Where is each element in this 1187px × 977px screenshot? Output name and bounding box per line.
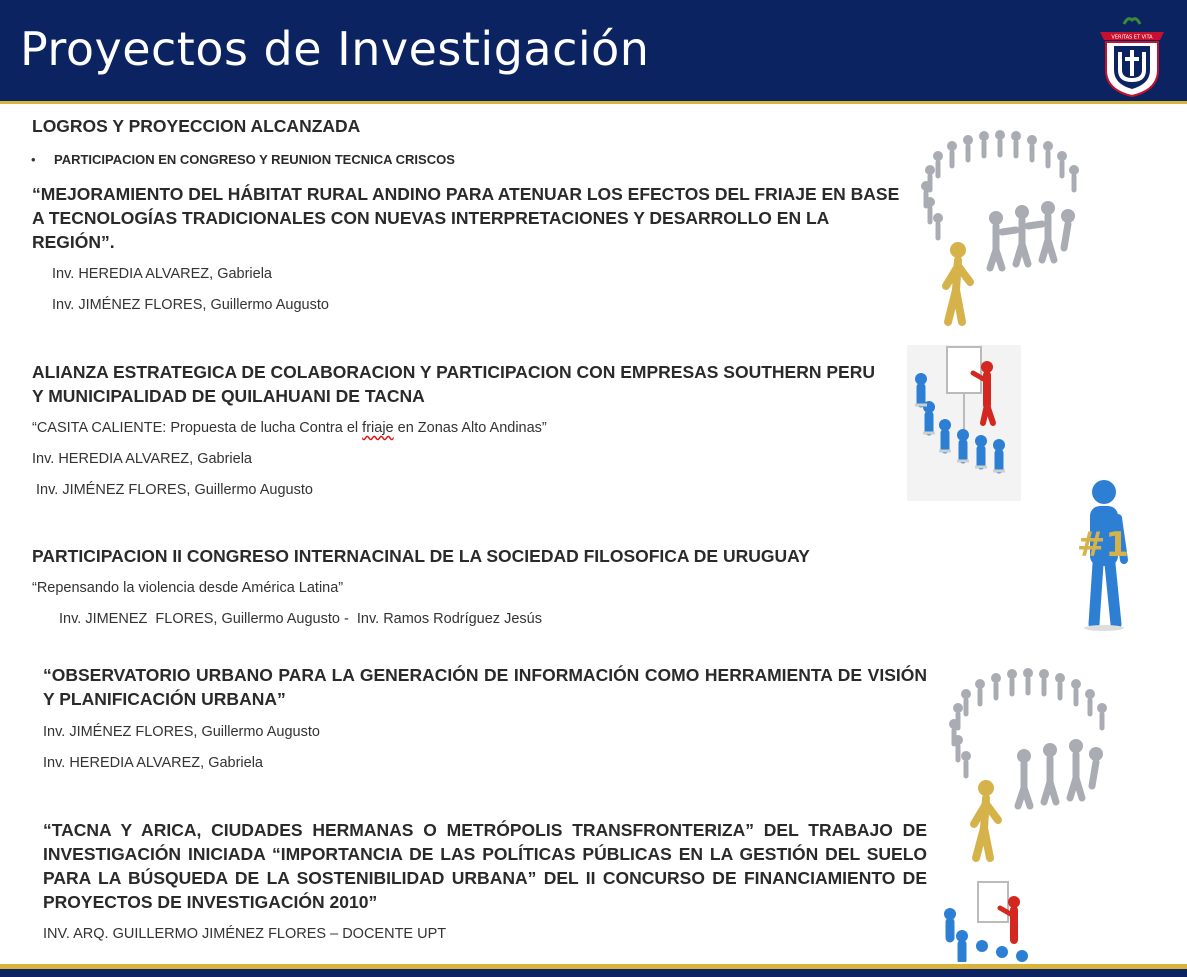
- people-circle-illustration: [918, 126, 1090, 330]
- section-heading-alianza: ALIANZA ESTRATEGICA DE COLABORACION Y PARTICIPACION CON EMPRESAS SOUTHERN PERU Y MUNICIPALIDAD DE QUILAHUANI DE TACNA: [32, 362, 875, 406]
- project-title-violencia: “Repensando la violencia desde América Latina”: [32, 580, 344, 596]
- badge-text: #1: [1076, 525, 1130, 565]
- presentation-illustration: [907, 345, 1021, 501]
- project-title-part: “CASITA CALIENTE: Propuesta de lucha Contra el: [32, 420, 363, 436]
- researcher-name: Inv. JIMÉNEZ FLORES, Guillermo Augusto: [52, 297, 329, 313]
- crest-motto: VERITAS ET VITA: [1111, 34, 1153, 41]
- researcher-name: Inv. HEREDIA ALVAREZ, Gabriela: [52, 266, 272, 282]
- researcher-names: Inv. JIMENEZ FLORES, Guillermo Augusto - Inv. Ramos Rodríguez Jesús: [59, 611, 542, 627]
- project-quote-observatorio: “OBSERVATORIO URBANO PARA LA GENERACIÓN DE INFORMACIÓN COMO HERRAMIENTA DE VISIÓN Y PLANIFICACIÓN URBANA”: [43, 665, 927, 709]
- researcher-name: Inv. JIMÉNEZ FLORES, Guillermo Augusto: [43, 724, 320, 740]
- researcher-name: Inv. HEREDIA ALVAREZ, Gabriela: [43, 755, 263, 771]
- page-title: Proyectos de Investigación: [20, 22, 650, 76]
- bullet-criscos: PARTICIPACION EN CONGRESO Y REUNION TECNICA CRISCOS: [54, 152, 455, 167]
- project-quote-tacna-arica: “TACNA Y ARICA, CIUDADES HERMANAS O METRÓPOLIS TRANSFRONTERIZA” DEL TRABAJO DE INVESTIGACIÓN INICIADA “IMPORTANCIA DE LAS POLÍTICAS PÚBLICAS EN LA GESTIÓN DEL SUELO PARA LA BÚSQUEDA DE LA SOSTENIBILIDAD URBANA” DEL II CONCURSO DE FINANCIAMIENTO DE PROYECTOS DE INVESTIGACIÓN 2010”: [43, 820, 927, 912]
- researcher-name: Inv. HEREDIA ALVAREZ, Gabriela: [32, 451, 252, 467]
- people-circle-illustration: [946, 664, 1118, 864]
- section-heading-logros: LOGROS Y PROYECCION ALCANZADA: [32, 116, 361, 136]
- author-line: INV. ARQ. GUILLERMO JIMÉNEZ FLORES – DOCENTE UPT: [43, 926, 447, 942]
- university-crest-logo: [1098, 14, 1166, 98]
- project-title-part: en Zonas Alto Andinas”: [393, 420, 547, 436]
- spellcheck-word: friaje: [362, 420, 394, 436]
- presentation-illustration: [936, 880, 1036, 962]
- bullet-marker: •: [31, 152, 36, 167]
- researcher-name: Inv. JIMÉNEZ FLORES, Guillermo Augusto: [36, 482, 313, 498]
- footer-navy-bar: [0, 969, 1187, 977]
- slide-header: [0, 0, 1187, 104]
- project-quote-habitat: “MEJORAMIENTO DEL HÁBITAT RURAL ANDINO PARA ATENUAR LOS EFECTOS DEL FRIAJE EN BASE A TECNOLOGÍAS TRADICIONALES CON NUEVAS INTERPRETACIONES Y DESARROLLO EN LA REGIÓN”.: [32, 184, 900, 252]
- number-one-figure-illustration: [1076, 478, 1130, 632]
- project-title-casita: [32, 420, 547, 436]
- section-heading-uruguay: PARTICIPACION II CONGRESO INTERNACINAL DE LA SOCIEDAD FILOSOFICA DE URUGUAY: [32, 546, 810, 566]
